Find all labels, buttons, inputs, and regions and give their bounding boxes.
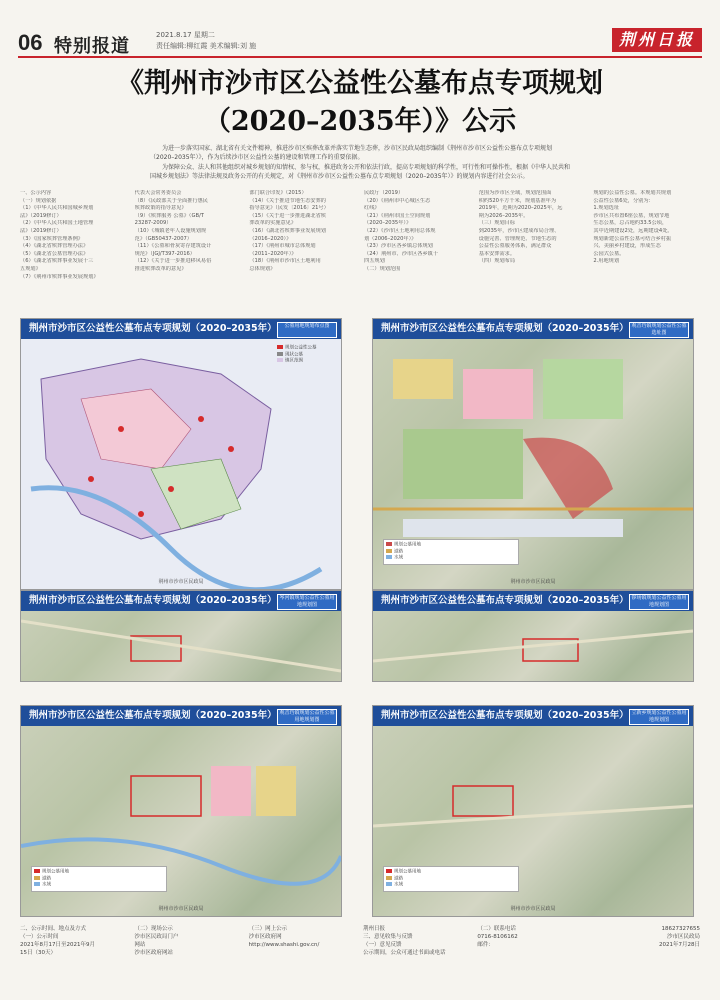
newspaper-logo: 荆州日报 <box>612 28 702 52</box>
site-map <box>21 611 341 681</box>
map-title: 荆州市沙市区公益性公墓布点专项规划（2020–2035年） <box>29 323 277 334</box>
bottom-line: （一）公示时间 <box>20 934 59 940</box>
bottom-line: 2021年8月17日至2021年9月 <box>20 942 95 948</box>
article-line: 兴、美丽乡村建设，形成生态 <box>593 243 661 250</box>
article-line: 设施完善、管理规范、节地生态的 <box>478 235 557 242</box>
article-line: （2016–2020）》 <box>249 235 292 242</box>
bottom-line: 2021年7月28日 <box>658 942 700 948</box>
map-title: 荆州市沙市区公益性公墓布点专项规划（2020–2035年） <box>29 595 277 606</box>
article-line: （3）《国家殡葬管理条例》 <box>20 235 83 242</box>
bottom-line: 三、意见收集与反馈 <box>362 934 413 940</box>
article-columns <box>20 190 700 308</box>
article-line: （23）沙市区各乡镇总体规划 <box>364 243 433 250</box>
article-line: （20）《荆州市中心城区生态 <box>364 197 431 204</box>
map-legend <box>31 866 167 892</box>
article-column <box>249 190 356 308</box>
article-line: （四）规划布局 <box>478 258 516 265</box>
bottom-line: 沙市区民政局门户 <box>134 934 179 940</box>
bottom-line: 网站 <box>134 942 146 948</box>
article-line: （11）《公墓和骨灰寄存建筑设计 <box>134 243 212 250</box>
legend-item: 镇区范围 <box>277 358 335 365</box>
article-line: 代表大会常务委员会 <box>134 190 182 196</box>
bottom-line: （二）联系电话 <box>477 926 516 932</box>
map-footer: 荆州市沙市区民政局 <box>510 579 556 585</box>
article-line: （14）《关于推进节地生态安葬的 <box>249 197 326 204</box>
site-map <box>373 611 693 681</box>
article-line: 23287-2009） <box>134 220 172 227</box>
article-line: 殡葬政策的指导意见》 <box>134 205 187 212</box>
bottom-line: 公示期间，公众可通过书面或电话 <box>362 950 446 956</box>
article-line: 到2035年，沙市区建成布局合理、 <box>478 227 560 234</box>
article-line: 规划新建公益性公墓可结合乡村振 <box>593 235 672 242</box>
article-line: 部门联合印发》（2015） <box>249 190 307 196</box>
article-line: 四五规划 <box>364 258 385 265</box>
bottom-line: 沙市区民政局 <box>666 934 700 940</box>
legend-item: 规划公墓用地 <box>386 869 516 876</box>
map-panel-4 <box>372 590 694 682</box>
legend-item: 道路 <box>34 876 164 883</box>
article-line: 生态公墓，总占地约33.5公顷， <box>593 220 668 227</box>
map-tag: 立新乡规划公益性公墓用地规划图 <box>629 709 689 725</box>
article-line: 法》（2019修订） <box>20 227 62 234</box>
bottom-line: 沙市区政府网站 <box>134 950 173 956</box>
article-line: （4）《湖北省殡葬管理办法》 <box>20 243 89 250</box>
map-title: 荆州市沙市区公益性公墓布点专项规划（2020–2035年） <box>381 710 629 721</box>
district-map <box>21 339 341 589</box>
article-line: （2020–2035年）》 <box>364 220 412 227</box>
legend-item: 道路 <box>386 876 516 883</box>
article-line: （9）《殡葬服务 公墓》（GB/T <box>134 212 204 219</box>
bottom-column <box>363 925 471 985</box>
article-column <box>479 190 586 308</box>
bottom-column <box>249 925 357 985</box>
headline <box>0 66 720 140</box>
legend-item: 规划公墓用地 <box>386 542 516 549</box>
map-tag: 锣场镇规划公益性公墓用地规划图 <box>629 594 689 610</box>
map-panel-2 <box>372 318 694 590</box>
article-line: （6）《湖北省殡葬事业发展十三 <box>20 258 94 265</box>
section-title: 特别报道 <box>54 36 130 57</box>
article-line: （24）荆州市、沙市区各乡镇十 <box>364 250 439 257</box>
bottom-column <box>134 925 242 985</box>
article-line: （5）《湖北省公墓管理办法》 <box>20 250 89 257</box>
article-line: 公园式公墓。 <box>593 250 625 257</box>
headline-line-1: 《荆州市沙市区公益性公墓布点专项规划 <box>117 68 603 99</box>
map-tag: 公墓用地规划布点图 <box>277 322 337 338</box>
bottom-line: 沙市区政府网 <box>248 934 282 940</box>
article-line: 1.规划选址 <box>593 205 620 212</box>
intro-paragraph: 为保障公众、法人和其他组织对城乡规划的知情权、参与权，推进政务公开和依法行政，提高专项规划的科学性，可行性和可操作性，根据《中华人民共和国城乡规划法》等法律法规及政务公开的有关规定，对《荆州市沙市区公益性公墓布点专项规划（2020–2035年）》的规划内容进行社会公示。 <box>150 164 571 180</box>
map-tag: 观音垱镇规划公益性公墓用地规划图 <box>277 709 337 725</box>
article-line: 期为2026–2035年。 <box>478 212 529 219</box>
bottom-columns <box>20 925 700 985</box>
article-line: （17）《荆州市城市总体规划 <box>249 243 316 250</box>
article-column <box>364 190 471 308</box>
article-line: 公益性公墓服务体系，满足群众 <box>478 243 552 250</box>
map-title: 荆州市沙市区公益性公墓布点专项规划（2020–2035年） <box>381 595 629 606</box>
article-line: （16）《湖北省殡葬事业发展规划 <box>249 227 326 234</box>
bottom-column <box>20 925 128 985</box>
article-line: 公益性公墓6处，分别为： <box>593 197 654 204</box>
issue-date: 2021.8.17 星期二 <box>156 31 215 39</box>
map-legend <box>383 539 519 565</box>
article-line: 范》（GB50437-2007） <box>134 235 192 242</box>
bottom-line: （三）网上公示 <box>248 926 288 932</box>
article-line: 2.用地规划 <box>593 258 620 265</box>
bottom-line: 邮件： <box>477 942 494 948</box>
article-line: 基本安葬需求。 <box>478 250 516 257</box>
article-line: 划（2006–2020年）》 <box>364 235 417 242</box>
bottom-column <box>477 925 585 985</box>
article-column <box>135 190 242 308</box>
article-line: 指导意见》（民发〔2016〕21号） <box>249 205 329 212</box>
bottom-line: http://www.shashi.gov.cn/ <box>248 942 320 948</box>
bottom-line: 15日（30天） <box>20 950 56 956</box>
article-line: 红线》 <box>364 205 380 212</box>
legend-item: 水域 <box>386 555 516 562</box>
legend-item: 规划公益性公墓 <box>277 345 335 352</box>
legend-item: 水域 <box>386 882 516 889</box>
article-column <box>593 190 700 308</box>
headline-line-2: （2020–2035年）》公示 <box>203 106 517 137</box>
article-line: （2011–2020年）》 <box>249 250 297 257</box>
map-footer: 荆州市沙市区民政局 <box>158 579 204 585</box>
bottom-line: （一）意见反馈 <box>362 942 402 948</box>
map-panel-3 <box>20 590 342 682</box>
article-line: 范围为沙市区全域，规划范围面 <box>478 190 552 196</box>
bottom-line: （二）现场公示 <box>134 926 173 932</box>
article-line: （10）《城镇老年人设施规划规 <box>134 227 207 234</box>
map-panel-5 <box>20 705 342 917</box>
legend-item: 规划公墓用地 <box>34 869 164 876</box>
map-panel-6 <box>372 705 694 917</box>
article-line: （22）《沙市区土地利用总体规 <box>364 227 436 234</box>
article-line: 积约520平方千米，规划基准年为 <box>478 197 557 204</box>
article-line: 推进殡葬改革的意见》 <box>134 265 187 272</box>
map-title: 荆州市沙市区公益性公墓布点专项规划（2020–2035年） <box>29 710 277 721</box>
bottom-line: 荆州日报 <box>362 926 385 932</box>
map-footer: 荆州市沙市区民政局 <box>158 906 204 912</box>
editor-line: 责任编辑:柳红霞 美术编辑:刘 施 <box>156 42 257 50</box>
bottom-line: 18627327655 <box>661 926 700 932</box>
article-line: 其中近期建设2处，远期建设4处。 <box>593 227 673 234</box>
map-tag: 观音垱镇规划公益性公墓选址图 <box>629 322 689 338</box>
map-footer: 荆州市沙市区民政局 <box>510 906 556 912</box>
legend-item: 道路 <box>386 549 516 556</box>
article-line: （二）规划范围 <box>364 265 401 272</box>
article-line: （1）《中华人民共和国城乡规划 <box>20 205 94 212</box>
article-line: （一）规划依据 <box>20 197 57 204</box>
article-line: （15）《关于进一步推进湖北省殡 <box>249 212 326 219</box>
article-line: （三）规划目标 <box>478 220 516 227</box>
article-line: 沙市区共布置6座公墓，规划节地 <box>593 212 670 219</box>
article-line: （21）《荆州市国土空间规划 <box>364 212 431 219</box>
map-legend <box>383 866 519 892</box>
article-line: 规范》（JGJ/T397-2016） <box>134 250 195 257</box>
article-line: 总体规划》 <box>249 265 276 272</box>
article-line: 葬改革的实施意见》 <box>249 220 297 227</box>
bottom-line: 0716-8106162 <box>477 934 518 940</box>
map-tag: 岑河镇规划公益性公墓用地规划图 <box>277 594 337 610</box>
article-line: （18）《荆州市沙市区土地利用 <box>249 258 321 265</box>
article-line: （12）《关于进一步推进移风易俗 <box>134 258 212 265</box>
legend-item: 现状公墓 <box>277 352 335 359</box>
map-title: 荆州市沙市区公益性公墓布点专项规划（2020–2035年） <box>381 323 629 334</box>
article-line: （2）《中华人民共和国土地管理 <box>20 220 94 227</box>
intro-paragraphs <box>150 144 570 182</box>
bottom-line: 二、公示时间、地点及方式 <box>20 926 87 932</box>
legend-item: 水域 <box>34 882 164 889</box>
article-line: （8）《民政部关于全面推行惠民 <box>134 197 208 204</box>
masthead <box>18 28 702 58</box>
article-line: 2019年，近期为2020–2025年，远 <box>478 205 563 212</box>
article-line: 民政厅（2019） <box>364 190 404 196</box>
article-line: 一、公示内容 <box>20 190 52 196</box>
article-line: 法》（2019修订） <box>20 212 62 219</box>
intro-paragraph: 为进一步落实国家、湖北省有关文件精神，推进沙市区殡葬改革并落实节地生态葬，沙市区民政局组织编制《荆州市沙市区公益性公墓布点专项规划（2020–2035年）》，作为后续沙市区公益性公墓的建设和管理工作的重要依据。 <box>150 145 553 161</box>
article-line: （7）《荆州市殡葬事业发展规划》 <box>20 273 99 280</box>
bottom-column <box>592 925 700 985</box>
article-column <box>20 190 127 308</box>
page-number: 06 <box>18 30 43 55</box>
article-line: 规划的公益性公墓。本规划共规划 <box>593 190 672 196</box>
map-panel-1 <box>20 318 342 590</box>
map-notes <box>277 345 335 365</box>
article-line: 五规划》 <box>20 265 41 272</box>
